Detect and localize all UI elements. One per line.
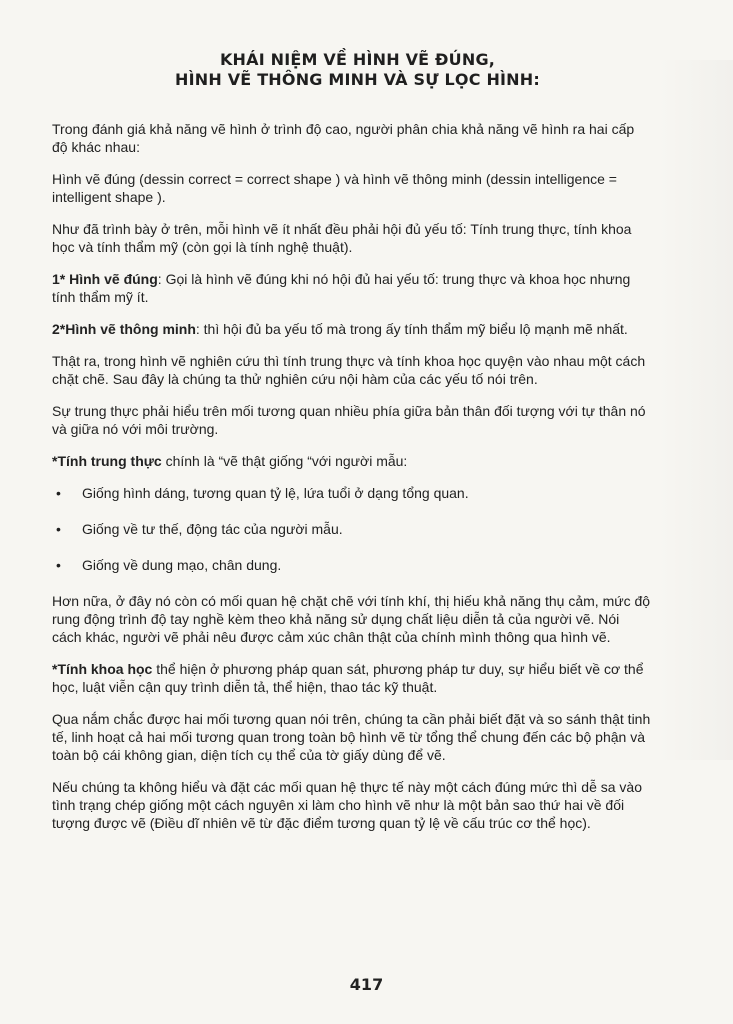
paragraph [52,592,652,646]
list-item-text: Giống hình dáng, tương quan tỷ lệ, lứa tuổi ở dạng tổng quan. [82,485,469,501]
facing-page-bleed-through [658,60,733,760]
list-item-text: Giống về dung mạo, chân dung. [82,557,282,573]
list-item [52,520,652,538]
document-page [52,44,652,994]
paragraph-text: Như đã trình bày ở trên, mỗi hình vẽ ít nhất đều phải hội đủ yếu tố: Tính trung thực, tính khoa học và tính thẩm mỹ (còn gọi là tính nghệ thuật). [52,221,632,255]
paragraph-bold-lead: 2*Hình vẽ thông minh [52,321,196,337]
bullet-list [52,484,652,574]
bullet-dot-icon: • [56,485,61,501]
paragraph-text: chính là “vẽ thật giống “với người mẫu: [161,453,408,469]
page-title [80,50,635,90]
paragraph [52,120,652,156]
paragraph [52,220,652,256]
title-line-2: HÌNH VẼ THÔNG MINH VÀ SỰ LỌC HÌNH: [175,70,540,89]
list-item-text: Giống về tư thế, động tác của người mẫu. [82,521,343,537]
paragraph [52,452,652,470]
paragraph [52,402,652,438]
paragraph-bold-lead: 1* Hình vẽ đúng [52,271,158,287]
paragraph-text: thể hiện ở phương pháp quan sát, phương pháp tư duy, sự hiểu biết về cơ thể học, luật viễn cận quy trình diễn tả, thể hiện, thao tác kỹ thuật. [52,661,644,695]
paragraph-text: Thật ra, trong hình vẽ nghiên cứu thì tính trung thực và tính khoa học quyện vào nhau một cách chặt chẽ. Sau đây là chúng ta thử nghiên cứu nội hàm của các yếu tố nói trên. [52,353,646,387]
paragraph [52,270,652,306]
paragraph [52,660,652,696]
paragraph [52,710,652,764]
paragraph-bold-lead: *Tính trung thực [52,453,162,469]
page-number: 417 [349,975,384,994]
paragraph [52,170,652,206]
paragraph [52,352,652,388]
title-line-1: KHÁI NIỆM VỀ HÌNH VẼ ĐÚNG, [219,50,496,69]
paragraph-text: : Gọi là hình vẽ đúng khi nó hội đủ hai yếu tố: trung thực và khoa học nhưng tính thẩm mỹ ít. [52,271,631,305]
paragraph-text: Nếu chúng ta không hiểu và đặt các mối quan hệ thực tế này một cách đúng mức thì dễ sa vào tình trạng chép giống một cách nguyên xi làm cho hình vẽ như là một bản sao thứ hai về đối tượng được vẽ (Điều dĩ nhiên vẽ từ đặc điểm tương quan tỷ lệ về cấu trúc cơ thể học). [52,779,642,831]
list-item [52,484,652,502]
paragraph [52,778,652,832]
paragraph-text: : thì hội đủ ba yếu tố mà trong ấy tính thẩm mỹ biểu lộ mạnh mẽ nhất. [195,321,628,337]
paragraph-bold-lead: *Tính khoa học [52,661,153,677]
paragraph [52,320,652,338]
paragraph-text: Hình vẽ đúng (dessin correct = correct shape ) và hình vẽ thông minh (dessin intelligence = intelligent shape ). [52,171,617,205]
list-item [52,556,652,574]
paragraph-text: Trong đánh giá khả năng vẽ hình ở trình độ cao, người phân chia khả năng vẽ hình ra hai cấp độ khác nhau: [52,121,635,155]
bullet-dot-icon: • [56,557,61,573]
bullet-dot-icon: • [56,521,61,537]
paragraph-text: Qua nắm chắc được hai mối tương quan nói trên, chúng ta cần phải biết đặt và so sánh thật tinh tế, linh hoạt cả hai mối tương quan trong toàn bộ hình vẽ từ tổng thể chung đến các bộ phận và toàn bộ cái không gian, diện tích cụ thể của tờ giấy dùng để vẽ. [52,711,651,763]
paragraph-text: Sự trung thực phải hiểu trên mối tương quan nhiều phía giữa bản thân đối tượng với tự thân nó và giữa nó với môi trường. [52,403,646,437]
paragraph-text: Hơn nữa, ở đây nó còn có mối quan hệ chặt chẽ với tính khí, thị hiếu khả năng thụ cảm, mức độ rung động trình độ tay nghề kèm theo khả năng sử dụng chất liệu diễn tả của người vẽ. Nói cách khác, người vẽ phải nêu được cảm xúc chân thật của chính mình thông qua hình vẽ. [52,593,651,645]
